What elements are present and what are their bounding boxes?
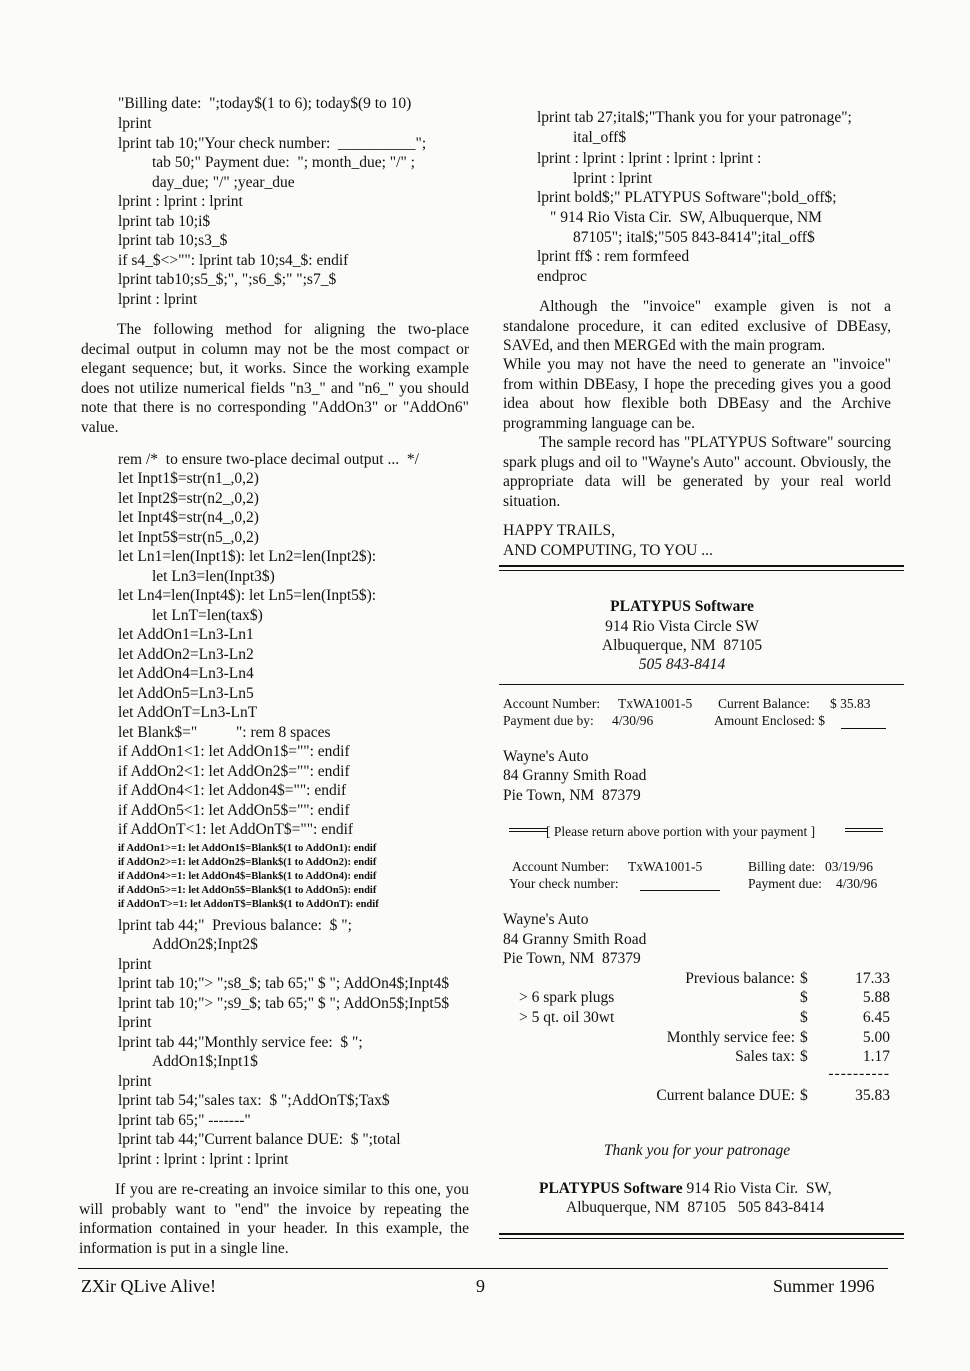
code-line: let Ln4=len(Inpt4$): let Ln5=len(Inpt5$): bbox=[118, 587, 377, 604]
issue-date: Summer 1996 bbox=[773, 1276, 875, 1296]
code-line-small: if AddOn5>=1: let AddOn5$=Blank$(1 to AddOn5): endif bbox=[118, 885, 377, 896]
magazine-title: ZXir QLive Alive! bbox=[81, 1276, 216, 1296]
current-balance-label: Current Balance: bbox=[718, 696, 810, 711]
payment-due: 4/30/96 bbox=[612, 713, 654, 728]
footer-street: 914 Rio Vista Cir. SW, bbox=[686, 1180, 832, 1197]
current-balance: $ 35.83 bbox=[830, 696, 871, 711]
code-line: let AddOn5=Ln3-Ln5 bbox=[118, 685, 254, 702]
account-number: TxWA1001-5 bbox=[618, 696, 693, 711]
total-rule: ---------- bbox=[828, 1065, 890, 1082]
previous-balance: 17.33 bbox=[855, 970, 890, 987]
code-line: let Blank$=" ": rem 8 spaces bbox=[118, 724, 331, 741]
account-label: Account Number: bbox=[512, 859, 610, 874]
line-item: > 5 qt. oil 30wt bbox=[519, 1009, 615, 1026]
code-line: lprint : lprint : lprint : lprint : lprint : bbox=[537, 150, 762, 167]
sales-tax-label: Sales tax: bbox=[735, 1048, 795, 1065]
footer-company: PLATYPUS Software bbox=[539, 1180, 683, 1197]
invoice-phone: 505 843-8414 bbox=[638, 656, 726, 673]
code-line: 87105"; ital$;"505 843-8414";ital_off$ bbox=[573, 229, 815, 246]
code-line: day_due; "/" ;year_due bbox=[152, 174, 295, 191]
code-line: if AddOnT<1: let AddOnT$="": endif bbox=[118, 821, 354, 838]
code-line: endproc bbox=[537, 268, 587, 285]
code-line: if AddOn4<1: let Addon4$="": endif bbox=[118, 782, 347, 799]
code-line: if AddOn5<1: let AddOn5$="": endif bbox=[118, 802, 350, 819]
paragraph: Although the "invoice" example given is not a standalone procedure, it can edited exclusive of DBEasy, SAVEd, and then MERGEd with the main program. bbox=[503, 298, 891, 354]
code-line: lprint tab10;s5_$;", ";s6_$;" ";s7_$ bbox=[118, 271, 337, 288]
account-label: Account Number: bbox=[503, 696, 601, 711]
balance-due: 35.83 bbox=[855, 1087, 890, 1104]
code-line: lprint tab 10;s3_$ bbox=[118, 232, 228, 249]
line-item-amount: 5.88 bbox=[862, 989, 890, 1006]
code-line: let Inpt5$=str(n5_,0,2) bbox=[118, 529, 259, 546]
code-line: lprint tab 65;" -------" bbox=[118, 1112, 251, 1129]
footer-address-line bbox=[539, 1179, 832, 1199]
code-line: lprint bold$;" PLATYPUS Software";bold_off$; bbox=[537, 189, 837, 206]
code-line: lprint : lprint : lprint : lprint bbox=[118, 1151, 289, 1168]
code-line: lprint : lprint bbox=[118, 291, 198, 308]
divider bbox=[845, 831, 883, 832]
customer-line: 84 Granny Smith Road bbox=[503, 931, 647, 948]
code-line-small: if AddOn2>=1: let AddOn2$=Blank$(1 to AddOn2): endif bbox=[118, 857, 377, 868]
code-line: AddOn2$;Inpt2$ bbox=[152, 936, 258, 953]
code-line: let Inpt4$=str(n4_,0,2) bbox=[118, 509, 259, 526]
check-number-label: Your check number: bbox=[509, 876, 619, 891]
divider bbox=[499, 1233, 904, 1235]
code-line: " 914 Rio Vista Cir. SW, Albuquerque, NM bbox=[550, 209, 822, 226]
code-line: lprint tab 27;ital$;"Thank you for your patronage"; bbox=[537, 109, 852, 126]
code-line: let Inpt2$=str(n2_,0,2) bbox=[118, 490, 259, 507]
service-fee-label: Monthly service fee: bbox=[666, 1029, 795, 1046]
dollar-sign: $ bbox=[800, 1029, 808, 1046]
dollar-sign: $ bbox=[800, 1009, 808, 1026]
code-line: tab 50;" Payment due: "; month_due; "/" ; bbox=[152, 154, 415, 171]
code-line: let Ln3=len(Inpt3$) bbox=[152, 568, 275, 585]
customer-line: Wayne's Auto bbox=[503, 748, 589, 765]
line-item: > 6 spark plugs bbox=[519, 989, 615, 1006]
invoice-company: PLATYPUS Software bbox=[610, 598, 754, 615]
sign-off: AND COMPUTING, TO YOU ... bbox=[503, 542, 713, 559]
dollar-sign: $ bbox=[800, 1087, 808, 1104]
code-line: let AddOn1=Ln3-Ln1 bbox=[118, 626, 254, 643]
balance-due-label: Current balance DUE: bbox=[656, 1087, 795, 1104]
dollar-sign: $ bbox=[800, 970, 808, 987]
code-line: let Inpt1$=str(n1_,0,2) bbox=[118, 470, 259, 487]
amount-enclosed-label: Amount Enclosed: $ bbox=[714, 713, 825, 728]
customer-line: Pie Town, NM 87379 bbox=[503, 787, 641, 804]
code-line: lprint tab 44;" Previous balance: $ "; bbox=[118, 917, 352, 934]
code-line: lprint : lprint : lprint bbox=[118, 193, 243, 210]
code-line: rem /* to ensure two-place decimal output ... */ bbox=[118, 451, 419, 468]
divider bbox=[845, 828, 883, 829]
divider bbox=[499, 570, 904, 571]
code-line: "Billing date: ";today$(1 to 6); today$(9 to 10) bbox=[118, 95, 412, 112]
code-line: lprint tab 10;i$ bbox=[118, 213, 211, 230]
billing-date-label: Billing date: bbox=[748, 859, 816, 874]
check-number-blank bbox=[640, 890, 720, 891]
code-line: if s4_$<>"": lprint tab 10;s4_$: endif bbox=[118, 252, 349, 269]
customer-line: 84 Granny Smith Road bbox=[503, 767, 647, 784]
billing-date: 03/19/96 bbox=[825, 859, 874, 874]
code-line: lprint bbox=[118, 1073, 152, 1090]
paragraph: While you may not have the need to generate an "invoice" from within DBEasy, I hope the preceding gives you a good idea about how flexible both DBEasy and the Archive programming language can be. bbox=[503, 356, 891, 432]
thanks-line: Thank you for your patronage bbox=[603, 1142, 791, 1159]
code-line: lprint tab 44;"Current balance DUE: $ ";total bbox=[118, 1131, 401, 1148]
code-line: lprint tab 10;"> ";s9_$; tab 65;" $ "; AddOn5$;Inpt5$ bbox=[118, 995, 450, 1012]
paragraph: The sample record has "PLATYPUS Software" sourcing spark plugs and oil to "Wayne's Auto" account. Obviously, the appropriate data will be generated by your real world situation. bbox=[503, 434, 891, 510]
code-line: AddOn1$;Inpt1$ bbox=[152, 1053, 258, 1070]
code-line: if AddOn1<1: let AddOn1$="": endif bbox=[118, 743, 350, 760]
code-line: lprint : lprint bbox=[573, 170, 653, 187]
code-line: lprint bbox=[118, 1014, 152, 1031]
payment-due-label: Payment due: bbox=[748, 876, 822, 891]
payment-due-label: Payment due by: bbox=[503, 713, 594, 728]
code-line: lprint tab 10;"> ";s8_$; tab 65;" $ "; AddOn4$;Inpt4$ bbox=[118, 975, 450, 992]
code-line: lprint tab 44;"Monthly service fee: $ "; bbox=[118, 1034, 363, 1051]
divider bbox=[499, 684, 904, 685]
invoice-city: Albuquerque, NM 87105 bbox=[601, 637, 763, 654]
customer-line: Pie Town, NM 87379 bbox=[503, 950, 641, 967]
return-notice: [ Please return above portion with your payment ] bbox=[546, 824, 816, 839]
dollar-sign: $ bbox=[800, 989, 808, 1006]
code-line: let AddOnT=Ln3-LnT bbox=[118, 704, 258, 721]
divider bbox=[499, 565, 904, 567]
sign-off: HAPPY TRAILS, bbox=[503, 522, 615, 539]
paragraph: If you are re-creating an invoice similar to this one, you will probably want to "end" the invoice by repeating the information contained in your header. In this example, the information is put in a single line. bbox=[79, 1181, 469, 1257]
code-line-small: if AddOn1>=1: let AddOn1$=Blank$(1 to AddOn1): endif bbox=[118, 843, 377, 854]
code-line: let LnT=len(tax$) bbox=[152, 607, 263, 624]
code-line: ital_off$ bbox=[573, 129, 627, 146]
code-line: lprint ff$ : rem formfeed bbox=[537, 248, 690, 265]
dollar-sign: $ bbox=[800, 1048, 808, 1065]
code-line-small: if AddOn4>=1: let AddOn4$=Blank$(1 to AddOn4): endif bbox=[118, 871, 377, 882]
code-line: lprint bbox=[118, 115, 152, 132]
line-item-amount: 6.45 bbox=[862, 1009, 890, 1026]
account-number: TxWA1001-5 bbox=[628, 859, 703, 874]
sales-tax: 1.17 bbox=[862, 1048, 890, 1065]
code-line-small: if AddOnT>=1: let AddonT$=Blank$(1 to AddOnT): endif bbox=[118, 899, 379, 910]
amount-enclosed-blank bbox=[841, 728, 886, 729]
divider bbox=[499, 1238, 904, 1239]
customer-line: Wayne's Auto bbox=[503, 911, 589, 928]
code-line: let AddOn2=Ln3-Ln2 bbox=[118, 646, 254, 663]
code-line: if AddOn2<1: let AddOn2$="": endif bbox=[118, 763, 350, 780]
page-number: 9 bbox=[476, 1276, 485, 1296]
footer-rule bbox=[78, 1268, 888, 1269]
paragraph: The following method for aligning the two-place decimal output in column may not be the most compact or elegant sequence; but, it works. Since the working example does not utilize numerical fields "n3_" and "n6_" you should note that there is no corresponding "AddOn3" or "AddOn6" value. bbox=[81, 321, 469, 436]
footer-address-line: Albuquerque, NM 87105 505 843-8414 bbox=[566, 1199, 825, 1216]
code-line: let Ln1=len(Inpt1$): let Ln2=len(Inpt2$): bbox=[118, 548, 377, 565]
payment-due: 4/30/96 bbox=[836, 876, 878, 891]
code-line: lprint bbox=[118, 956, 152, 973]
code-line: let AddOn4=Ln3-Ln4 bbox=[118, 665, 254, 682]
service-fee: 5.00 bbox=[862, 1029, 890, 1046]
divider bbox=[509, 828, 547, 829]
code-line: lprint tab 54;"sales tax: $ ";AddOnT$;Tax$ bbox=[118, 1092, 390, 1109]
code-line: lprint tab 10;"Your check number: __________"; bbox=[118, 135, 427, 152]
divider bbox=[509, 831, 547, 832]
previous-balance-label: Previous balance: bbox=[685, 970, 795, 987]
invoice-street: 914 Rio Vista Circle SW bbox=[605, 618, 759, 635]
